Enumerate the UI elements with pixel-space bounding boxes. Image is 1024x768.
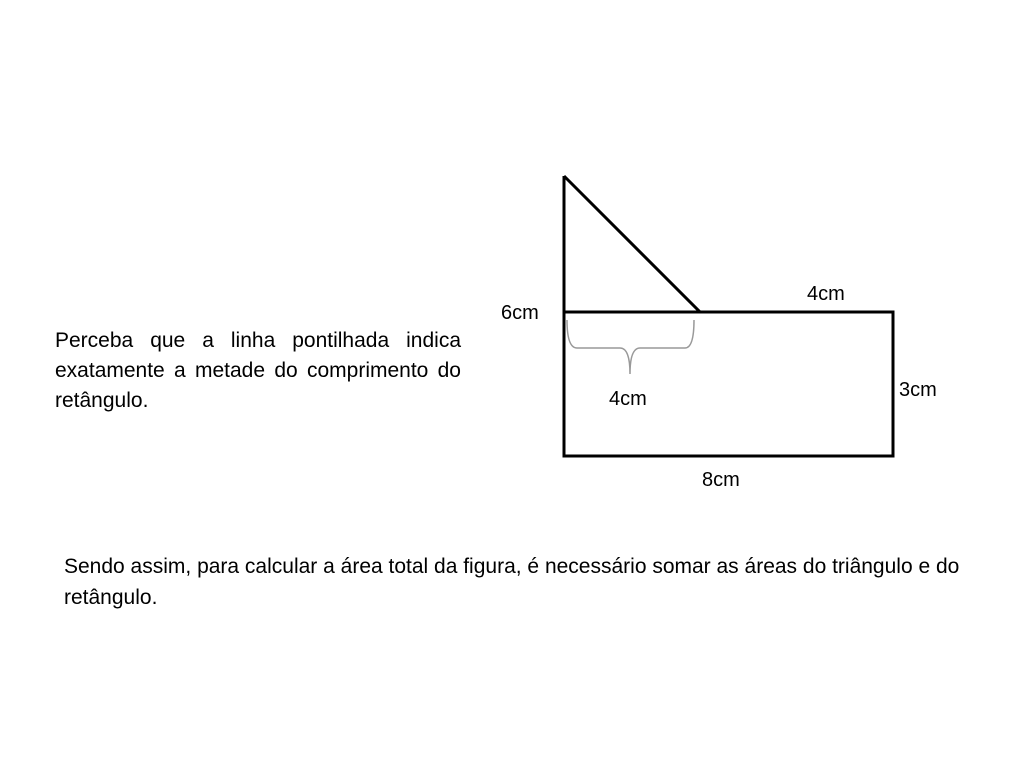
triangle-shape <box>564 176 700 312</box>
explanation-paragraph: Perceba que a linha pontilhada indica exatamente a metade do comprimento do retângulo. <box>55 329 461 412</box>
rect-height-label: 3cm <box>899 379 937 401</box>
rect-base-label: 8cm <box>702 469 740 491</box>
dashed-segment-label: 4cm <box>609 388 647 410</box>
triangle-height-label: 6cm <box>501 302 539 324</box>
rect-top-right-label: 4cm <box>807 283 845 305</box>
conclusion-paragraph: Sendo assim, para calcular a área total da figura, é necessário somar as áreas do triângulo e do retângulo. <box>64 555 960 609</box>
brace-shape <box>567 320 694 374</box>
rectangle-shape <box>564 312 893 456</box>
